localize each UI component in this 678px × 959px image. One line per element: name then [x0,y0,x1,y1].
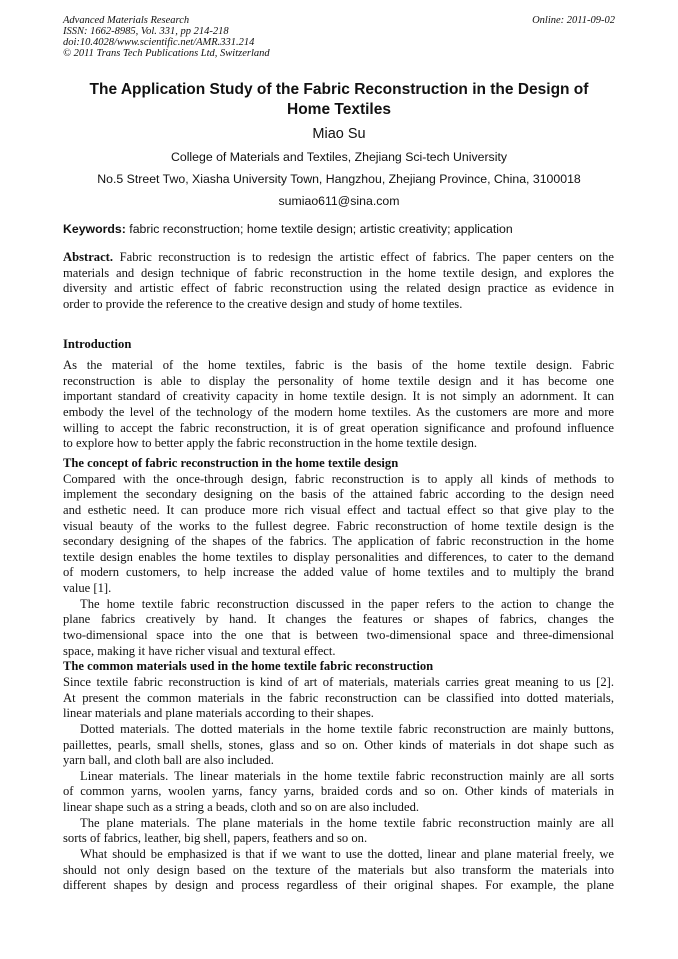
keywords-text: fabric reconstruction; home textile design; artistic creativity; application [125,222,513,236]
online-date: Online: 2011-09-02 [532,15,615,26]
body-line: linear materials and plane materials according to their shapes. [63,706,374,721]
affiliation: College of Materials and Textiles, Zhejiang Sci-tech University [170,150,508,164]
abstract-line [63,250,614,266]
body-line: Since textile fabric reconstruction is kind of art of materials, materials carries great meaning to us [2]. [63,674,614,689]
body-line: visual beauty of the works to the fullest degree. Fabric reconstruction of home textile design is the [63,518,614,533]
body-line: yarn ball, and cloth ball are also included. [63,753,274,768]
issn: ISSN: 1662-8985, Vol. 331, pp 214-218 [63,26,229,37]
body-line: implement the secondary designing on the basis of the attained fabric according to the design need [63,487,614,502]
body-line: reconstruction is able to display the personality of home textile design and it has become one [63,373,614,388]
keywords-label: Keywords: [63,222,126,236]
body-line: linear shape such as a string a beads, cloth and so on are also included. [63,800,420,815]
body-line: important standard of creativity capacity in home textile design. It is not simply an adornment. It can [63,389,614,404]
paper-title [40,80,638,120]
abstract-label: Abstract. [63,250,114,264]
abstract-line: materials and design technique of fabric reconstruction in the home textile design, and explores the [63,265,614,280]
email: sumiao611@sina.com [278,194,400,208]
body-text [63,456,614,894]
introduction-heading: Introduction [63,337,132,351]
title-line: Home Textiles [287,101,391,118]
section-heading: The common materials used in the home textile fabric reconstruction [63,659,434,674]
body-line: of modern customers, to help increase the added value of home textiles and to multiply the brand [63,565,614,580]
body-line: textile design enables the home textiles to display personalities and differences, to cater to the demand [63,549,614,564]
abstract [63,250,614,313]
introduction-section [63,337,614,452]
address: No.5 Street Two, Xiasha University Town, Hangzhou, Zhejiang Province, China, 3100018 [97,172,581,186]
journal-name: Advanced Materials Research [63,15,190,26]
body-line: should not only design based on the texture of the materials but also transform the materials into [63,862,614,877]
author: Miao Su [312,126,366,142]
body-line: secondary designing of the shapes of the fabrics. The application of fabric reconstruction in the home [63,534,614,549]
section-heading: The concept of fabric reconstruction in the home textile design [63,456,399,470]
body-line: paillettes, pearls, small shells, stones, glass and so on. Other kinds of materials in dot shape such as [63,737,614,752]
body-line: willing to accept the fabric reconstruction, it is of great operation significance and profound influence [63,420,614,435]
body-line: Compared with the once-through design, fabric reconstruction is to apply all kinds of methods to [63,471,614,486]
body-line: different shapes by design and process regardless of their original shapes. For example, the plane [63,878,614,893]
abstract-line: diversity and artistic effect of fabric reconstruction using the related design practice as evidence in [63,281,614,296]
body-line: Dotted materials. The dotted materials in the home textile fabric reconstruction are mainly buttons, [80,721,614,736]
body-line: embody the level of the technology of the modern home textiles. As the customers are more and more [63,404,614,419]
body-line: two-dimensional space into the one that is between two-dimensional space and three-dimensional [63,628,614,643]
abstract-text: Fabric reconstruction is to redesign the artistic effect of fabrics. The paper centers on the [113,250,614,264]
abstract-line: order to provide the reference to the creative design and study of home textiles. [63,296,463,311]
body-line: The home textile fabric reconstruction discussed in the paper refers to the action to change the [80,596,614,611]
body-line: At present the common materials in the fabric reconstruction can be classified into dotted materials, [63,690,614,705]
body-line: The plane materials. The plane materials in the home textile fabric reconstruction mainly are all [80,815,614,830]
body-line: Linear materials. The linear materials in the home textile fabric reconstruction mainly are all sorts [80,768,614,783]
body-line: to explore how to better apply the fabric reconstruction in the home textile design. [63,436,478,451]
journal-header [63,15,270,59]
doi: doi:10.4028/www.scientific.net/AMR.331.214 [63,37,255,48]
body-line: plane fabrics creatively by hand. It changes the features or shapes of fabrics, changes the [63,612,614,627]
body-line: value [1]. [63,581,112,596]
keywords [63,222,513,236]
body-line: of common yarns, woolen yarns, fancy yarns, braided cords and so on. Other kinds of materials in [63,784,614,799]
copyright: © 2011 Trans Tech Publications Ltd, Switzerland [63,48,270,59]
title-line: The Application Study of the Fabric Reconstruction in the Design of [89,81,589,98]
body-line: and esthetic need. It can produce more rich visual effect and tactual effect so that give play to the [63,502,614,517]
body-line: What should be emphasized is that if we want to use the dotted, linear and plane material freely, we [80,847,614,862]
body-line: space, making it have richer visual and textural effect. [63,643,336,658]
body-line: As the material of the home textiles, fabric is the basis of the home textile design. Fabric [63,358,614,372]
body-line: sorts of fabrics, leather, big shell, papers, feathers and so on. [63,831,368,846]
